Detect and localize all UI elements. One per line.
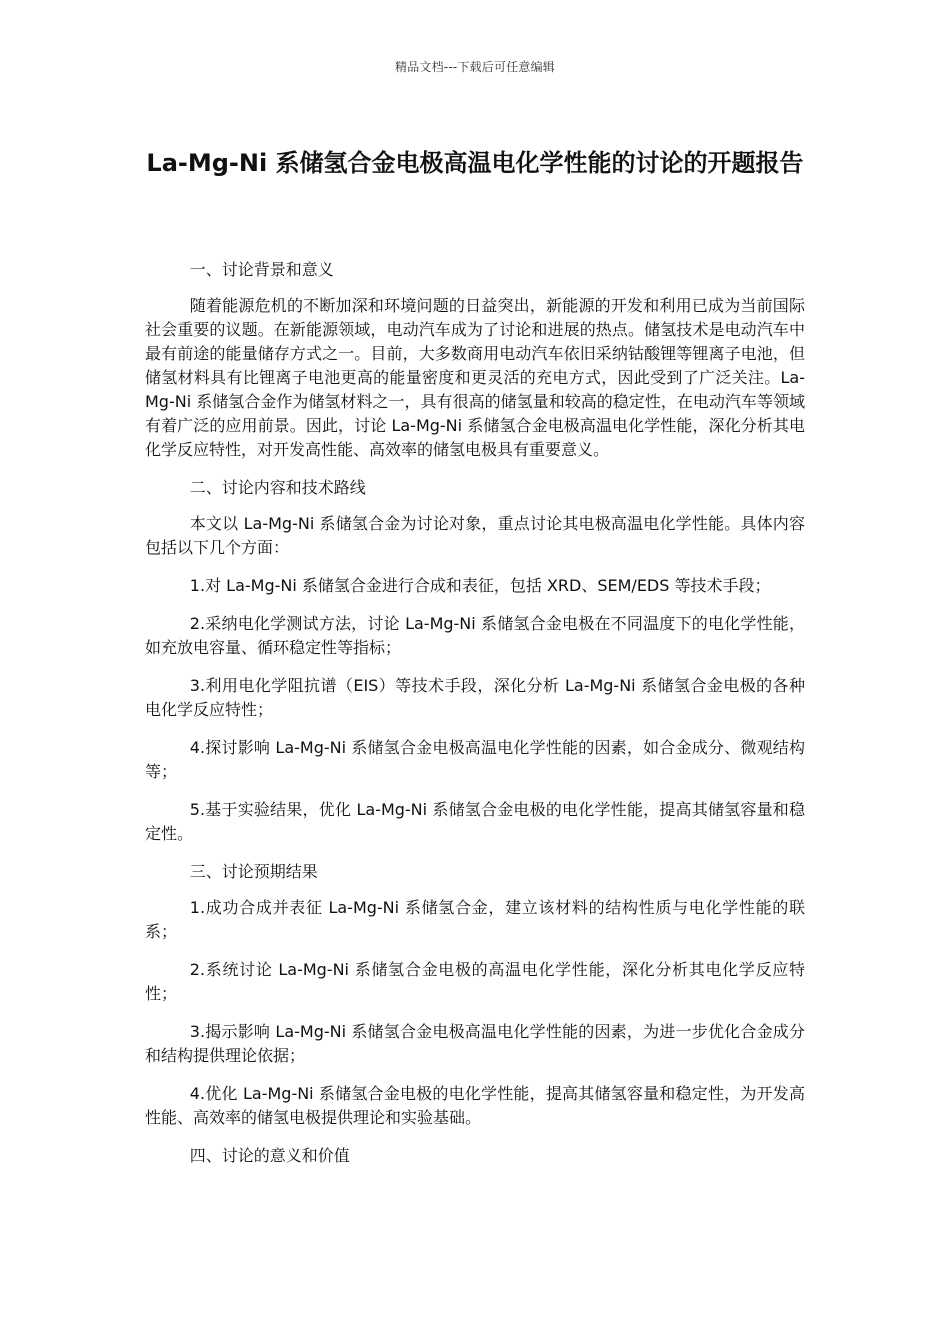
list-item: 2.系统讨论 La-Mg-Ni 系储氢合金电极的高温电化学性能，深化分析其电化学反应特性； — [145, 960, 805, 1003]
page-header: 精品文档---下载后可任意编辑 — [395, 60, 555, 74]
list-item: 3.揭示影响 La-Mg-Ni 系储氢合金电极高温电化学性能的因素，为进一步优化合金成分和结构提供理论依据； — [145, 1022, 805, 1065]
document-body — [145, 258, 805, 1180]
list-item: 2.采纳电化学测试方法，讨论 La-Mg-Ni 系储氢合金电极在不同温度下的电化学性能，如充放电容量、循环稳定性等指标； — [145, 614, 805, 657]
list-item: 5.基于实验结果，优化 La-Mg-Ni 系储氢合金电极的电化学性能，提高其储氢容量和稳定性。 — [145, 800, 805, 843]
section-heading-expected-results: 三、讨论预期结果 — [189, 862, 318, 881]
section-heading-content: 二、讨论内容和技术路线 — [189, 478, 366, 497]
list-item: 3.利用电化学阻抗谱（EIS）等技术手段，深化分析 La-Mg-Ni 系储氢合金电极的各种电化学反应特性； — [145, 676, 805, 719]
paragraph: 随着能源危机的不断加深和环境问题的日益突出，新能源的开发和利用已成为当前国际社会重要的议题。在新能源领域，电动汽车成为了讨论和进展的热点。储氢技术是电动汽车中最有前途的能量储存方式之一。目前，大多数商用电动汽车依旧采纳钴酸锂等锂离子电池，但储氢材料具有比锂离子电池更高的能量密度和更灵活的充电方式，因此受到了广泛关注。La-Mg-Ni 系储氢合金作为储氢材料之一，具有很高的储氢量和较高的稳定性，在电动汽车等领域有着广泛的应用前景。因此，讨论 La-Mg-Ni 系储氢合金电极高温电化学性能，深化分析其电化学反应特性，对开发高性能、高效率的储氢电极具有重要意义。 — [145, 296, 805, 459]
document-title: La-Mg-Ni 系储氢合金电极高温电化学性能的讨论的开题报告 — [146, 149, 804, 177]
section-heading-background: 一、讨论背景和意义 — [189, 260, 334, 279]
list-item: 1.对 La-Mg-Ni 系储氢合金进行合成和表征，包括 XRD、SEM/EDS 等技术手段； — [189, 576, 771, 595]
paragraph: 本文以 La-Mg-Ni 系储氢合金为讨论对象，重点讨论其电极高温电化学性能。具体内容包括以下几个方面： — [145, 514, 805, 557]
list-item: 4.探讨影响 La-Mg-Ni 系储氢合金电极高温电化学性能的因素，如合金成分、微观结构等； — [145, 738, 805, 781]
list-item: 1.成功合成并表征 La-Mg-Ni 系储氢合金，建立该材料的结构性质与电化学性能的联系； — [145, 898, 805, 941]
section-heading-significance: 四、讨论的意义和价值 — [189, 1146, 350, 1165]
list-item: 4.优化 La-Mg-Ni 系储氢合金电极的电化学性能，提高其储氢容量和稳定性，为开发高性能、高效率的储氢电极提供理论和实验基础。 — [145, 1084, 805, 1127]
